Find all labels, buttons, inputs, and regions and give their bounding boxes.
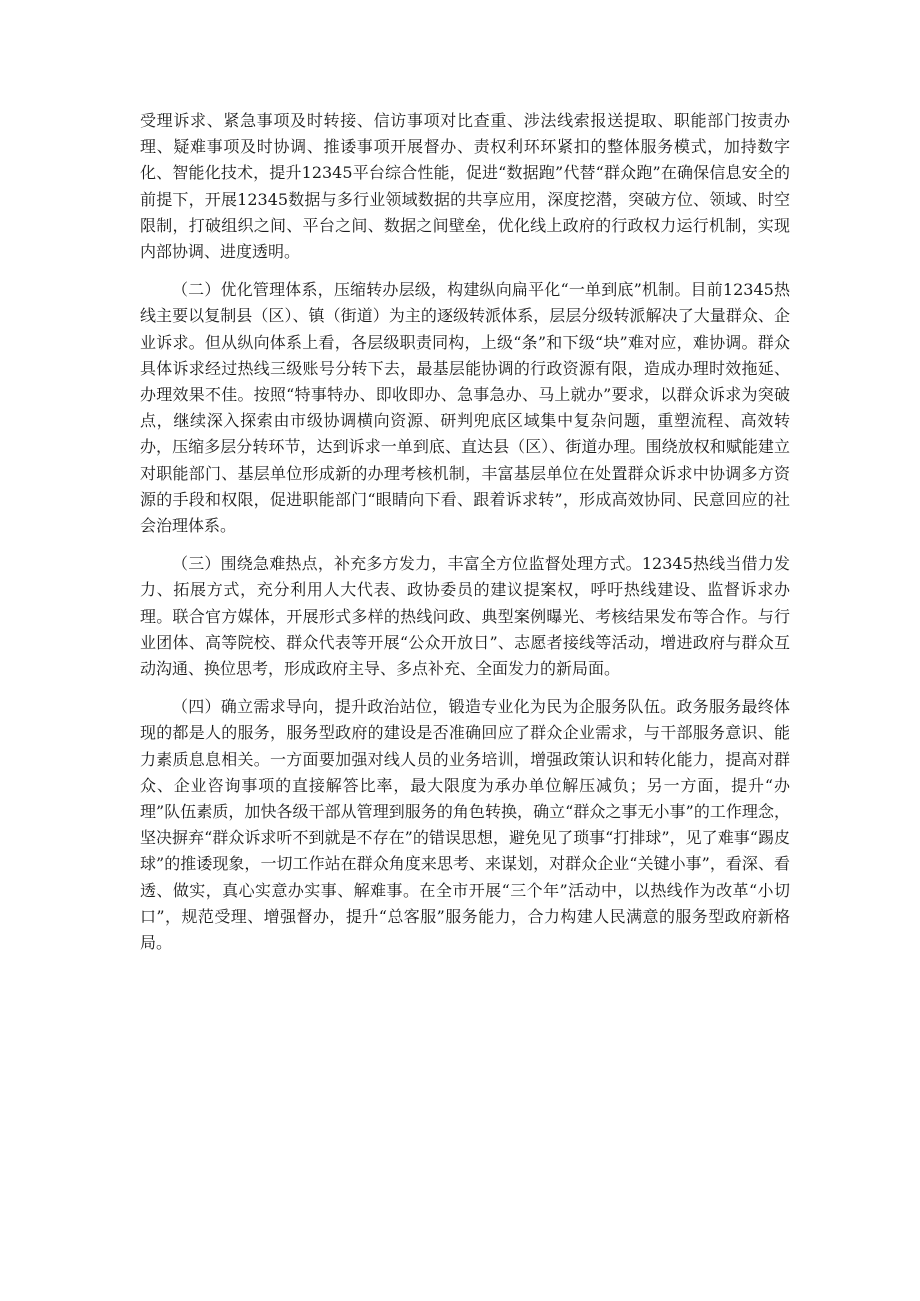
paragraph-section-2: （二）优化管理体系，压缩转办层级，构建纵向扁平化“一单到底”机制。目前12345热线主要以复制县（区）、镇（街道）为主的逐级转派体系，层层分级转派解决了大量群众、企业诉求。但从纵向体系上看，各层级职责同构，上级“条”和下级“块”难对应，难协调。群众具体诉求经过热线三级账号分转下去，最基层能协调的行政资源有限，造成办理时效拖延、办理效果不佳。按照“特事特办、即收即办、急事急办、马上就办”要求，以群众诉求为突破点，继续深入探索由市级协调横向资源、研判兜底区域集中复杂问题，重塑流程、高效转办，压缩多层分转环节，达到诉求一单到底、直达县（区）、街道办理。围绕放权和赋能建立对职能部门、基层单位形成新的办理考核机制，丰富基层单位在处置群众诉求中协调多方资源的手段和权限，促进职能部门“眼睛向下看、跟着诉求转”，形成高效协同、民意回应的社会治理体系。 [140, 280, 790, 536]
document-body [140, 108, 790, 968]
paragraph-continuation: 受理诉求、紧急事项及时转接、信访事项对比查重、涉法线索报送提取、职能部门按责办理、疑难事项及时协调、推诿事项开展督办、责权利环环紧扣的整体服务模式，加持数字化、智能化技术，提升12345平台综合性能，促进“数据跑”代替“群众跑”在确保信息安全的前提下，开展12345数据与多行业领域数据的共享应用，深度挖潜，突破方位、领域、时空限制，打破组织之间、平台之间、数据之间壁垒，优化线上政府的行政权力运行机制，实现内部协调、进度透明。 [140, 111, 790, 262]
paragraph-section-4: （四）确立需求导向，提升政治站位，锻造专业化为民为企服务队伍。政务服务最终体现的都是人的服务，服务型政府的建设是否准确回应了群众企业需求，与干部服务意识、能力素质息息相关。一方面要加强对线人员的业务培训，增强政策认识和转化能力，提高对群众、企业咨询事项的直接解答比率，最大限度为承办单位解压减负；另一方面，提升“办理”队伍素质，加快各级干部从管理到服务的角色转换，确立“群众之事无小事”的工作理念，坚决摒弃“群众诉求听不到就是不存在”的错误思想，避免见了琐事“打排球”，见了难事“踢皮球”的推诿现象，一切工作站在群众角度来思考、来谋划，对群众企业“关键小事”，看深、看透、做实，真心实意办实事、解难事。在全市开展“三个年”活动中，以热线作为改革“小切口”，规范受理、增强督办，提升“总客服”服务能力，合力构建人民满意的服务型政府新格局。 [140, 697, 790, 953]
paragraph-section-3: （三）围绕急难热点，补充多方发力，丰富全方位监督处理方式。12345热线当借力发力、拓展方式，充分利用人大代表、政协委员的建议提案权，呼吁热线建设、监督诉求办理。联合官方媒体，开展形式多样的热线问政、典型案例曝光、考核结果发布等合作。与行业团体、高等院校、群众代表等开展“公众开放日”、志愿者接线等活动，增进政府与群众互动沟通、换位思考，形成政府主导、多点补充、全面发力的新局面。 [140, 554, 790, 679]
